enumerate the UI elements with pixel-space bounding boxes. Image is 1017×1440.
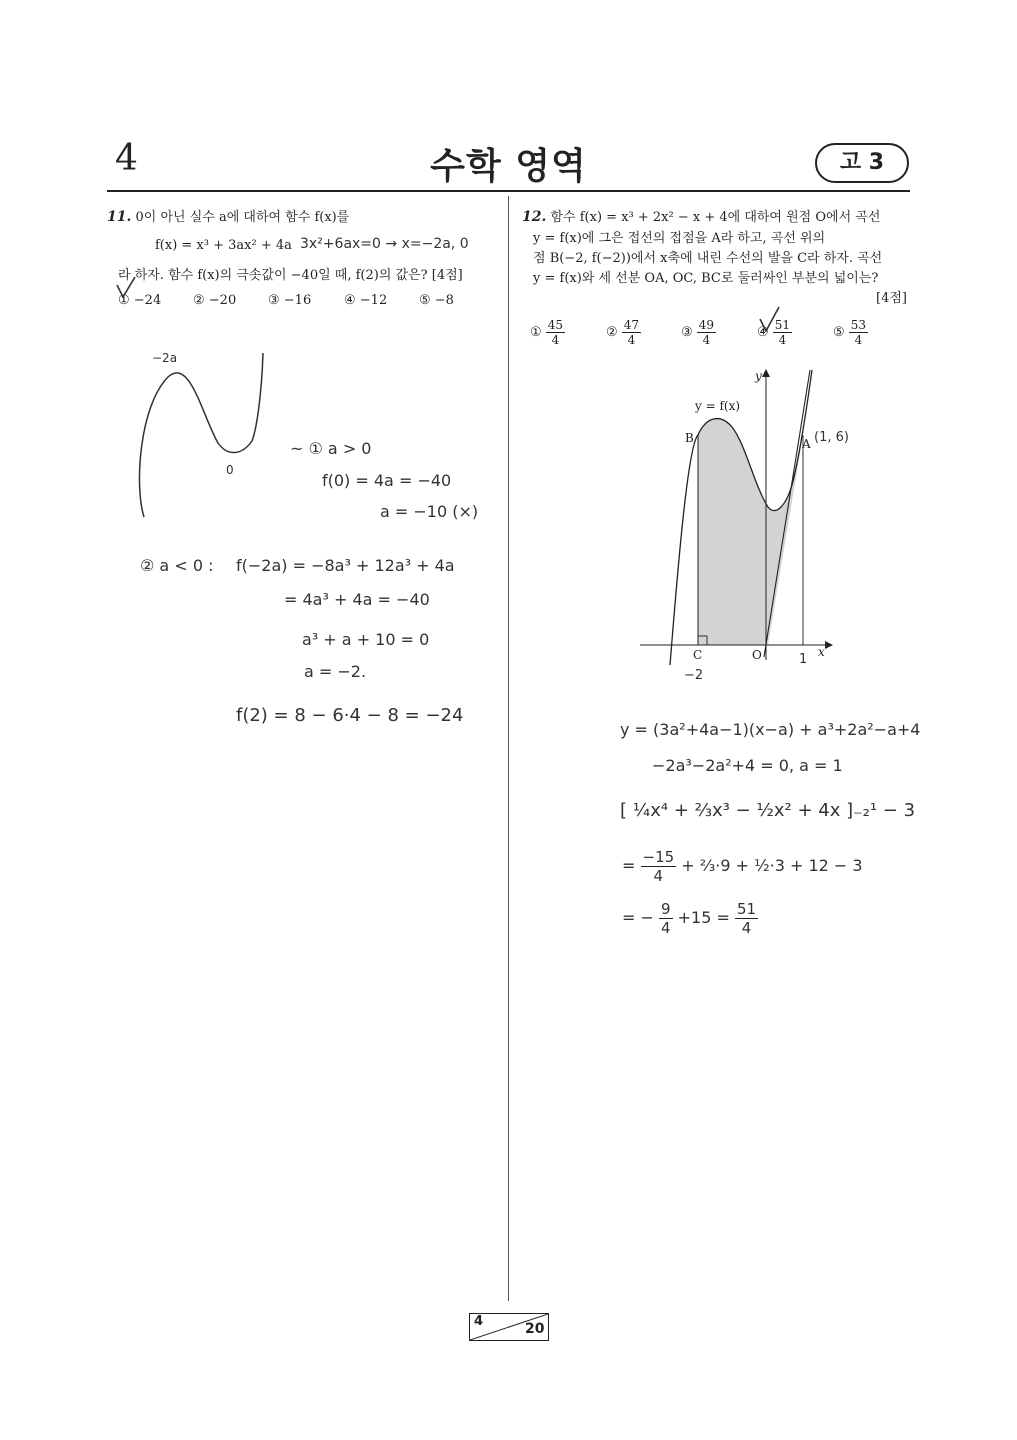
choice-4[interactable]: ④ −12 — [344, 293, 388, 308]
choice-1[interactable]: ① −24 — [118, 293, 162, 308]
handwriting-integral: [ ¼x⁴ + ⅔x³ − ½x² + 4x ]₋₂¹ − 3 — [620, 800, 916, 821]
question-11-formula: f(x) = x³ + 3ax² + 4a — [155, 238, 292, 253]
question-number: 11. — [107, 209, 132, 225]
choice-3[interactable]: ③ −16 — [268, 293, 312, 308]
choice-2[interactable] — [606, 318, 641, 347]
header-rule — [107, 190, 910, 192]
grade-badge: 고 3 — [815, 143, 909, 183]
handwriting-case2-head: ② a < 0 : — [140, 556, 214, 575]
choice-3[interactable] — [681, 318, 716, 347]
handwriting-case1-line1: f(0) = 4a = −40 — [322, 471, 452, 490]
choice-fraction: $\frac{51}{4}$ — [774, 318, 791, 347]
graph-label-b: B — [685, 431, 694, 445]
handwriting-result — [622, 900, 758, 937]
handwriting-derivative: 3x²+6ax=0 → x=−2a, 0 — [300, 236, 469, 252]
choice-mark: ① — [530, 325, 542, 340]
handwriting-label-x1: 1 — [799, 652, 808, 667]
choice-5[interactable] — [833, 318, 868, 347]
question-text: 함수 f(x) = x³ + 2x² − x + 4에 대하여 원점 O에서 곡선 — [550, 210, 881, 225]
handwriting-label-c: −2 — [684, 668, 704, 683]
footer-total-pages: 20 — [525, 1321, 545, 1337]
choice-5[interactable]: ⑤ −8 — [419, 293, 454, 308]
checkmark-icon — [757, 305, 781, 335]
choice-mark: ④ — [757, 325, 769, 340]
handwriting-evaluation — [622, 848, 863, 885]
handwriting-final-answer: f(2) = 8 − 6·4 − 8 = −24 — [236, 705, 464, 726]
column-divider — [508, 196, 509, 1301]
hw-equals: = − — [622, 908, 654, 927]
question-12-line4: y = f(x)와 세 선분 OA, OC, BC로 둘러싸인 부분의 넓이는? — [533, 271, 879, 286]
graph-label-a: A — [802, 437, 811, 451]
graph-label-o: O — [752, 648, 762, 662]
page-title: 수학 영역 — [430, 146, 587, 187]
choice-mark: ⑤ — [833, 325, 845, 340]
graph-label-c: C — [693, 648, 703, 662]
hw-fraction: $\frac{9}{4}$ — [661, 900, 671, 937]
graph-label-local-max: −2a — [152, 351, 178, 365]
handwriting-case1-head: ~ ① a > 0 — [290, 439, 372, 458]
question-text: 0이 아닌 실수 a에 대하여 함수 f(x)를 — [135, 210, 350, 225]
handwriting-case2-line3: a³ + a + 10 = 0 — [302, 630, 430, 649]
hw-equals: = — [622, 856, 636, 875]
question-12-line3: 점 B(−2, f(−2))에서 x축에 내린 수선의 발을 C라 하자. 곡선 — [533, 251, 883, 266]
hw-fraction: $\frac{51}{4}$ — [737, 900, 757, 937]
handwriting-case2-line2: = 4a³ + 4a = −40 — [284, 590, 430, 609]
y-axis-arrow-icon — [762, 369, 770, 377]
shaded-region — [698, 419, 803, 645]
x-axis-arrow-icon — [825, 641, 833, 649]
choice-fraction: $\frac{45}{4}$ — [547, 318, 564, 347]
question-number: 12. — [522, 209, 547, 225]
choice-mark: ② — [606, 325, 618, 340]
choice-fraction: $\frac{47}{4}$ — [623, 318, 640, 347]
graph-label-x-axis: x — [818, 645, 825, 659]
question-12-points: [4점] — [876, 291, 907, 306]
handwriting-case1-line2: a = −10 (×) — [380, 502, 479, 521]
checkmark-icon — [114, 275, 138, 301]
graph-label-y-axis: y — [755, 369, 762, 383]
handwriting-tangent-equation: y = (3a²+4a−1)(x−a) + a³+2a²−a+4 — [620, 720, 921, 739]
hw-expression: +15 = — [677, 908, 730, 927]
graph-label-curve: y = f(x) — [695, 399, 741, 413]
choice-fraction: $\frac{49}{4}$ — [698, 318, 715, 347]
handwriting-point-a: (1, 6) — [814, 430, 849, 445]
question-12-line2: y = f(x)에 그은 접선의 접점을 A라 하고, 곡선 위의 — [533, 231, 826, 246]
hw-expression: + ⅔·9 + ½·3 + 12 − 3 — [681, 856, 863, 875]
footer-page-number: 4 — [474, 1314, 484, 1329]
graph-label-local-min: 0 — [226, 463, 234, 477]
handwriting-solve-a: −2a³−2a²+4 = 0, a = 1 — [652, 756, 843, 775]
choice-fraction: $\frac{53}{4}$ — [850, 318, 867, 347]
handwriting-case2-line4: a = −2. — [304, 662, 367, 681]
hw-fraction: $\frac{-15}{4}$ — [642, 848, 675, 885]
page-number: 4 — [115, 138, 138, 179]
choice-mark: ③ — [681, 325, 693, 340]
question-12-line1 — [522, 207, 880, 228]
choice-1[interactable] — [530, 318, 565, 347]
question-11-line1 — [107, 207, 349, 228]
sketch-cubic-graph — [130, 345, 275, 525]
choice-2[interactable]: ② −20 — [193, 293, 237, 308]
question-11-line2: 라 하자. 함수 f(x)의 극솟값이 −40일 때, f(2)의 값은? [4점] — [118, 268, 463, 283]
handwriting-case2-line1: f(−2a) = −8a³ + 12a³ + 4a — [236, 556, 455, 575]
